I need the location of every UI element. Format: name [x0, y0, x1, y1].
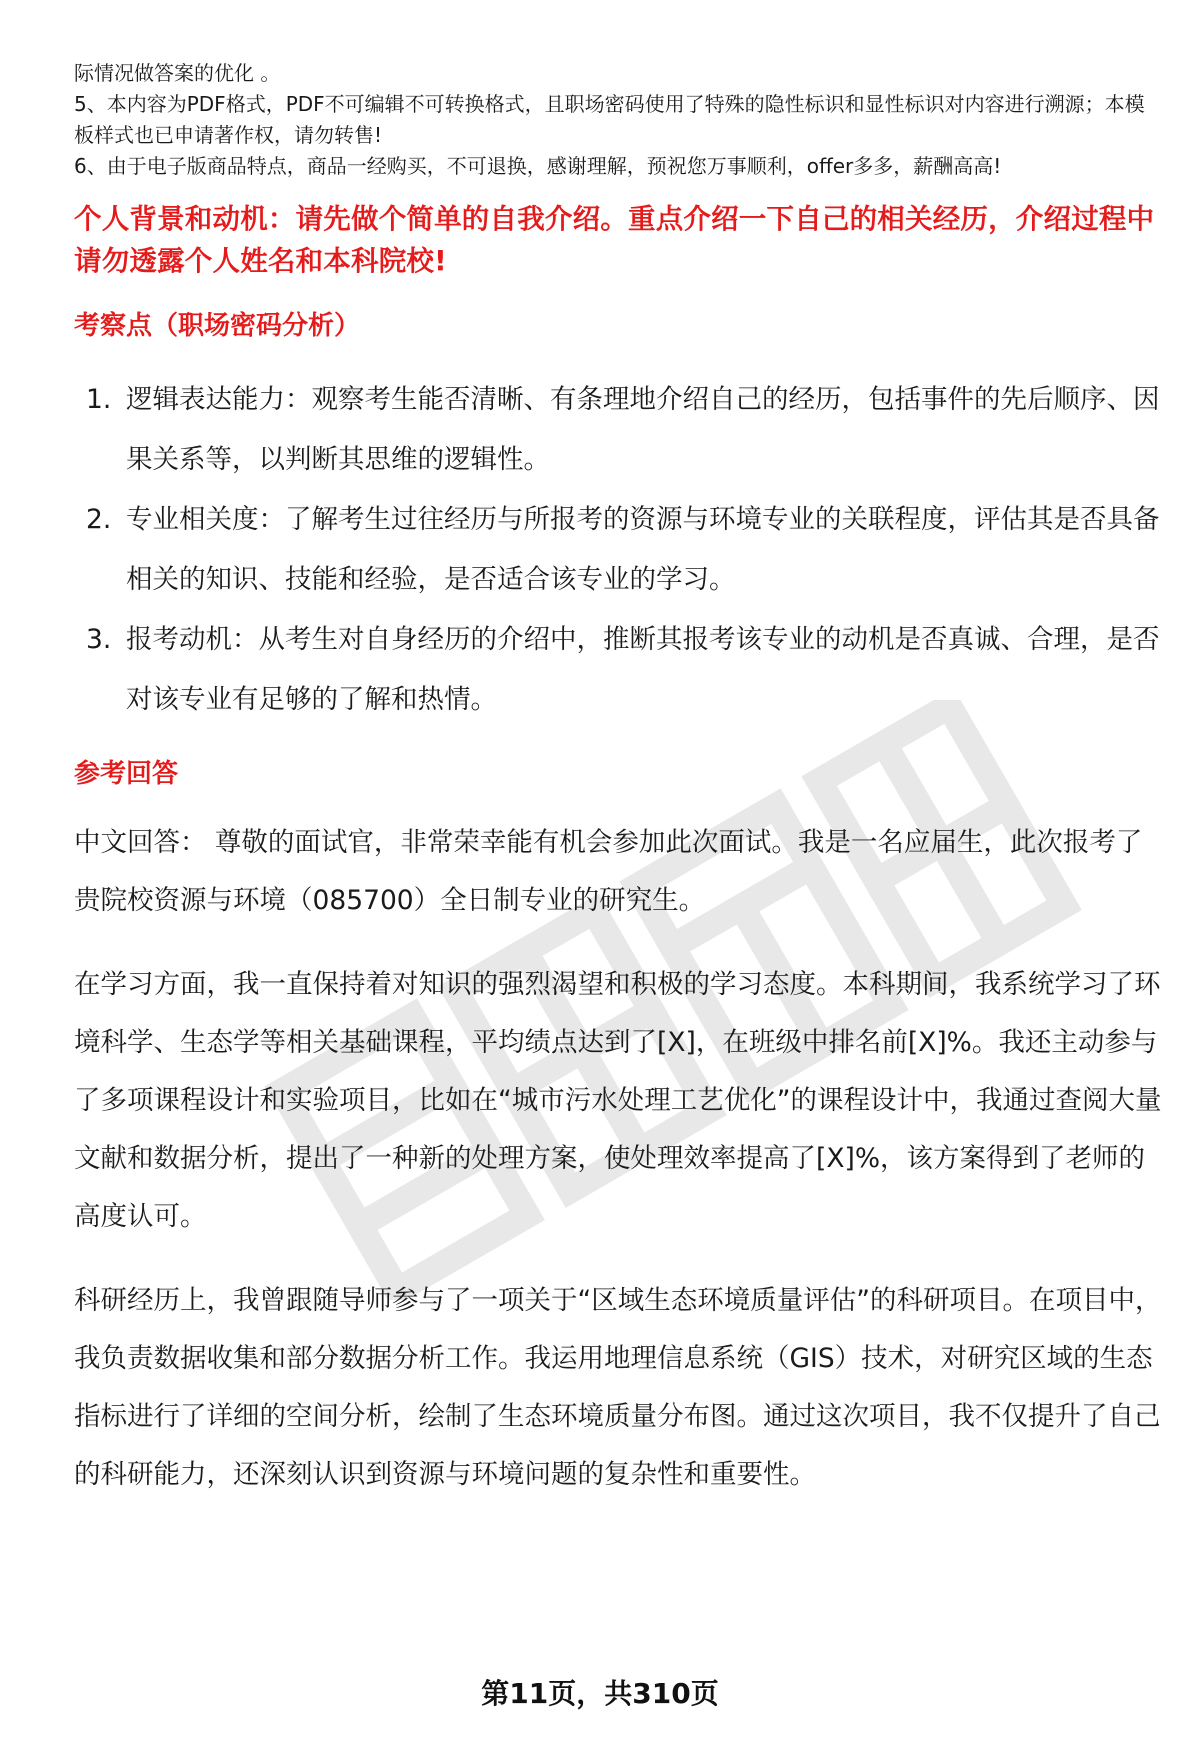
interview-question: 个人背景和动机：请先做个简单的自我介绍。重点介绍一下自己的相关经历，介绍过程中请勿透露个人姓名和本科院校!: [74, 203, 1155, 277]
note-line: 5、本内容为PDF格式，PDF不可编辑不可转换格式，且职场密码使用了特殊的隐性标识和显性标识对内容进行溯源；本模板样式也已申请著作权，请勿转售!: [74, 92, 1145, 147]
note-line: 6、由于电子版商品特点，商品一经购买，不可退换，感谢理解，预祝您万事顺利，offer多多，薪酬高高!: [74, 154, 1002, 178]
document-page: [74, 58, 1164, 1504]
note-line: 际情况做答案的优化 。: [74, 61, 281, 85]
answer-paragraph: 中文回答： 尊敬的面试官，非常荣幸能有机会参加此次面试。我是一名应届生，此次报考了贵院校资源与环境（085700）全日制专业的研究生。: [74, 827, 1143, 916]
point-number: 2.: [86, 504, 112, 535]
analysis-heading: 考察点（职场密码分析）: [74, 311, 361, 341]
point-text: 逻辑表达能力：观察考生能否清晰、有条理地介绍自己的经历，包括事件的先后顺序、因果关系等，以判断其思维的逻辑性。: [126, 384, 1160, 475]
analysis-points-list: [74, 370, 1164, 730]
analysis-point: [74, 610, 1164, 730]
analysis-point: [74, 370, 1164, 490]
answer-paragraph: 在学习方面，我一直保持着对知识的强烈渴望和积极的学习态度。本科期间，我系统学习了环境科学、生态学等相关基础课程，平均绩点达到了[X]，在班级中排名前[X]%。我还主动参与了多项课程设计和实验项目，比如在“城市污水处理工艺优化”的课程设计中，我通过查阅大量文献和数据分析，提出了一种新的处理方案，使处理效率提高了[X]%，该方案得到了老师的高度认可。: [74, 969, 1162, 1232]
point-text: 报考动机：从考生对自身经历的介绍中，推断其报考该专业的动机是否真诚、合理，是否对该专业有足够的了解和热情。: [126, 624, 1160, 715]
answer-paragraph: 科研经历上，我曾跟随导师参与了一项关于“区域生态环境质量评估”的科研项目。在项目中，我负责数据收集和部分数据分析工作。我运用地理信息系统（GIS）技术，对研究区域的生态指标进行了详细的空间分析，绘制了生态环境质量分布图。通过这次项目，我不仅提升了自己的科研能力，还深刻认识到资源与环境问题的复杂性和重要性。: [74, 1285, 1162, 1490]
notes-block: [74, 58, 1164, 182]
point-number: 3.: [86, 624, 112, 655]
analysis-point: [74, 490, 1164, 610]
point-text: 专业相关度：了解考生过往经历与所报考的资源与环境专业的关联程度，评估其是否具备相关的知识、技能和经验，是否适合该专业的学习。: [126, 504, 1160, 595]
answer-heading: 参考回答: [74, 759, 179, 789]
page-number: 第11页，共310页: [481, 1677, 719, 1710]
point-number: 1.: [86, 384, 112, 415]
